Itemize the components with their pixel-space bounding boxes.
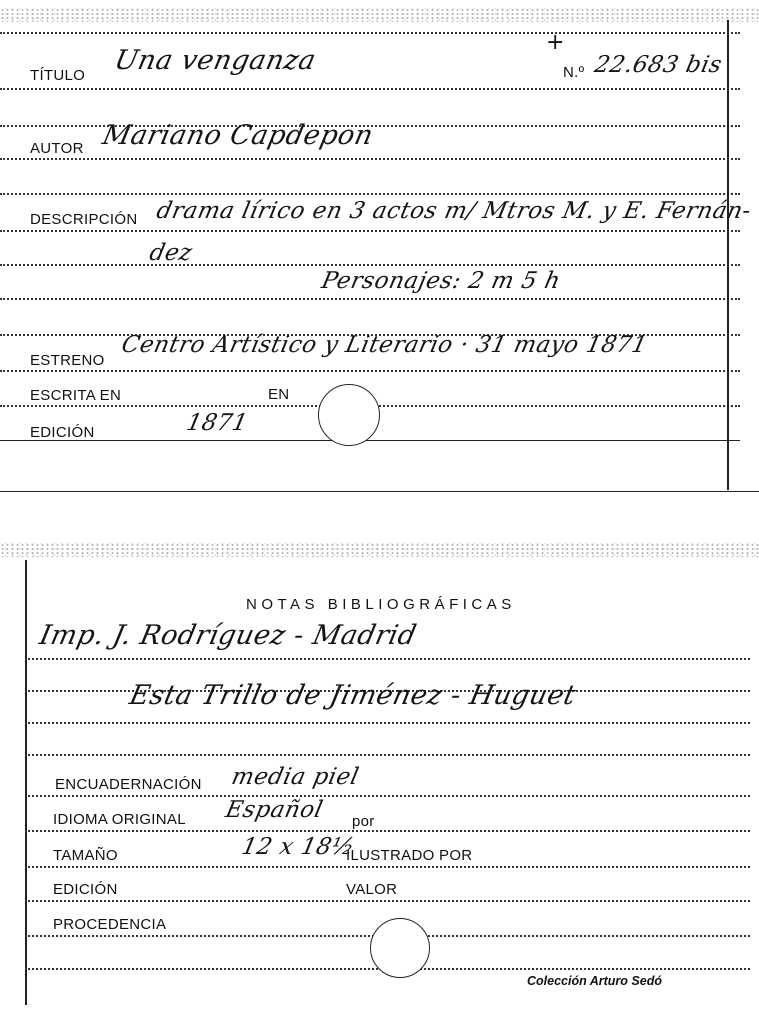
personajes-note: Personajes: 2 m 5 h [319, 268, 563, 294]
card-separator [0, 491, 759, 492]
notas-bibliograficas-title: NOTAS BIBLIOGRÁFICAS [246, 596, 516, 613]
tamano-value: 12 x 18½ [239, 834, 358, 860]
edicion-label-2: EDICIÓN [53, 881, 118, 898]
rule [25, 722, 750, 724]
valor-label: VALOR [346, 881, 398, 898]
autor-value: Mariano Capdepon [99, 120, 377, 151]
edicion-label: EDICIÓN [30, 424, 95, 441]
plus-mark: + [546, 30, 565, 55]
notes-line2: Esta Trillo de Jiménez - Huguet [126, 680, 579, 711]
rule [0, 32, 740, 34]
rule [25, 900, 750, 902]
tamano-label: TAMAÑO [53, 847, 118, 864]
titulo-value: Una venganza [111, 45, 319, 76]
edicion-value: 1871 [184, 410, 251, 436]
ilustrado-por-label: ILUSTRADO POR [346, 847, 473, 864]
estreno-value: Centro Artístico y Literario · 31 mayo 1871 [119, 332, 650, 358]
estreno-label: ESTRENO [30, 352, 105, 369]
idioma-value: Español [223, 797, 326, 823]
autor-label: AUTOR [30, 140, 84, 157]
encuadernacion-label: ENCUADERNACIÓN [55, 776, 202, 793]
escrita-en-label: ESCRITA EN [30, 387, 122, 404]
numero-value: 22.683 bis [592, 52, 725, 78]
top-edge-texture [0, 8, 759, 22]
rule [25, 830, 750, 832]
encuadernacion-value: media piel [229, 764, 362, 790]
procedencia-label: PROCEDENCIA [53, 916, 167, 933]
rule [0, 230, 740, 232]
rule [25, 658, 750, 660]
rule [25, 866, 750, 868]
top-edge-texture [0, 543, 759, 557]
rule [0, 88, 740, 90]
por-label: por [352, 813, 375, 830]
punch-hole [370, 918, 430, 978]
rule [0, 440, 740, 441]
rule [0, 193, 740, 195]
coleccion-footer: Colección Arturo Sedó [527, 974, 662, 988]
rule [25, 795, 750, 797]
descripcion-label: DESCRIPCIÓN [30, 211, 138, 228]
numero-label: N.º [563, 64, 585, 81]
rule [25, 754, 750, 756]
en-label: EN [268, 386, 290, 403]
rule [0, 370, 740, 372]
idioma-label: IDIOMA ORIGINAL [53, 811, 186, 828]
descripcion-line1: drama lírico en 3 actos m/ Mtros M. y E. Fernán- [154, 198, 754, 224]
rule [0, 158, 740, 160]
punch-hole [318, 384, 380, 446]
rule [0, 298, 740, 300]
descripcion-line2: dez [147, 240, 195, 266]
right-border [727, 20, 729, 490]
titulo-label: TÍTULO [30, 67, 86, 84]
left-border [25, 560, 27, 1005]
rule [0, 264, 740, 266]
notes-line1: Imp. J. Rodríguez - Madrid [36, 620, 420, 651]
